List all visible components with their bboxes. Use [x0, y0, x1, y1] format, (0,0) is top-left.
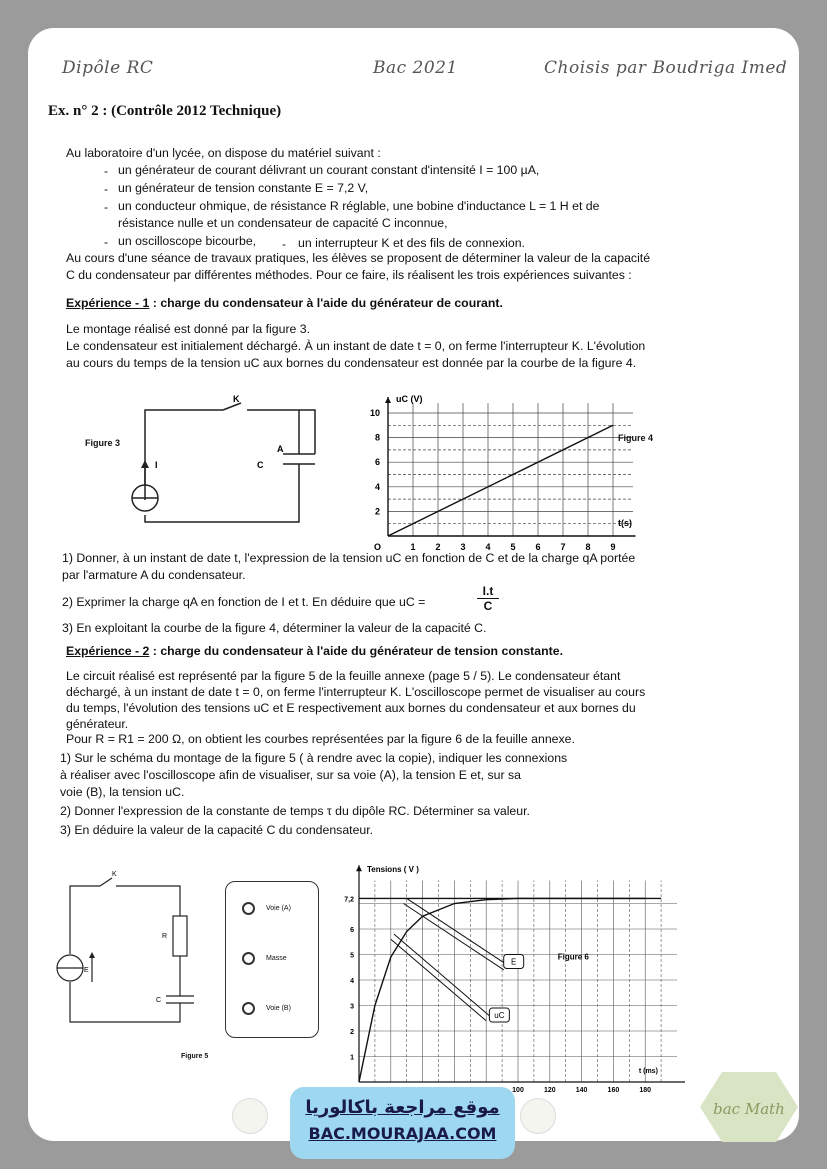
x-axis-label: t(s) [618, 518, 632, 529]
exp1-title [66, 295, 503, 311]
fig5-r-label: R [162, 933, 168, 940]
figure-4-label: Figure 4 [618, 433, 654, 443]
masse-socket-icon [242, 952, 255, 965]
voie-a-label: Voie (A) [266, 905, 291, 912]
exp1-question: 2) Exprimer la charge qA en fonction de I et t. En déduire que uC = [62, 595, 426, 609]
y-tick-label: 10 [369, 408, 380, 418]
exp2-question: à réaliser avec l'oscilloscope afin de visualiser, sur sa voie (A), la tension E et, sur sa [60, 768, 521, 782]
exp1-line: au cours du temps de la tension uC aux bornes du condensateur est donnée par la courbe de la figure 4. [66, 356, 637, 370]
exp2-question: 2) Donner l'expression de la constante de temps τ du dipôle RC. Déterminer sa valeur. [60, 804, 530, 818]
y-axis-arrow-icon [385, 397, 391, 403]
fig5-c-label: C [156, 997, 162, 1004]
x-tick-label: 160 [607, 1087, 620, 1094]
x-tick-label: 6 [535, 542, 541, 552]
exp1-line: Le montage réalisé est donné par la figure 3. [66, 322, 311, 336]
y-tick-label: 6 [350, 927, 354, 934]
bullet-dash: - [104, 235, 109, 249]
material-item: un interrupteur K et des fils de connexion. [298, 236, 525, 250]
exp2-title-underlined: Expérience - 2 [66, 644, 150, 658]
y-tick-label: 6 [374, 457, 380, 468]
fraction-numerator: I.t [477, 584, 499, 599]
intro2-line: C du condensateur par différentes méthodes. Pour ce faire, ils réalisent les trois expériences suivantes : [66, 268, 632, 282]
fraction [477, 584, 499, 613]
y-tick-label: 4 [374, 481, 380, 492]
fig3-i-label: I [155, 460, 158, 470]
figure-5-circuit [48, 866, 228, 1036]
exp1-title-rest: : charge du condensateur à l'aide du générateur de courant. [149, 296, 503, 310]
x-tick-label: 140 [575, 1087, 588, 1094]
y-axis-arrow-icon [356, 865, 362, 871]
figure-3-circuit [73, 390, 313, 530]
current-arrow-icon [141, 460, 149, 468]
document-page [28, 28, 799, 1141]
badge-text: bac Math [713, 1100, 785, 1118]
exp1-line: Le condensateur est initialement déchargé. À un instant de date t = 0, on ferme l'interrupteur K. L'évolution [66, 339, 646, 353]
fraction-denominator: C [483, 599, 493, 613]
exercise-title: Ex. n° 2 : (Contrôle 2012 Technique) [48, 103, 282, 119]
x-tick-label: 8 [585, 542, 591, 552]
bullet-dash: - [104, 200, 109, 214]
intro-text: Au laboratoire d'un lycée, on dispose du matériel suivant : [66, 146, 381, 160]
exp2-question: 3) En déduire la valeur de la capacité C du condensateur. [60, 823, 374, 837]
x-axis-label: t (ms) [638, 1068, 658, 1076]
exp2-question: 1) Sur le schéma du montage de la figure 5 ( à rendre avec la copie), indiquer les connexions [60, 751, 568, 765]
fig3-a-label: A [277, 444, 284, 454]
voie-b-socket-icon [242, 1002, 255, 1015]
y-tick-label: 2 [374, 506, 380, 517]
x-tick-label: 120 [543, 1087, 556, 1094]
bullet-dash: - [282, 237, 287, 251]
site-banner[interactable] [290, 1087, 515, 1159]
fig3-c-label: C [257, 460, 264, 470]
intro2-line: Au cours d'une séance de travaux pratiques, les élèves se proposent de déterminer la valeur de la capacité [66, 251, 651, 265]
fig5-e-label: E [84, 967, 89, 974]
voie-a-socket-icon [242, 902, 255, 915]
callout-label-e: E [511, 957, 517, 967]
exp2-line: Pour R = R1 = 200 Ω, on obtient les courbes représentées par la figure 6 de la feuille annexe. [66, 732, 575, 746]
x-tick-label: 7 [560, 542, 566, 552]
exp2-title [66, 643, 563, 659]
exp1-question: 3) En exploitant la courbe de la figure 4, déterminer la valeur de la capacité C. [62, 621, 487, 635]
site-logo-icon [232, 1098, 268, 1134]
exp2-line: du temps, l'évolution des tensions uC et E respectivement aux bornes du condensateur et aux bornes du [66, 701, 636, 715]
bullet-dash: - [104, 164, 109, 178]
exp2-line: générateur. [66, 717, 129, 731]
fig3-k-label: K [233, 394, 240, 404]
y-tick-label: 3 [350, 1003, 354, 1011]
banner-arabic: موقع مراجعة باكالوريا [305, 1097, 500, 1118]
exp2-question: voie (B), la tension uC. [60, 785, 185, 799]
x-tick-label: 3 [460, 542, 466, 552]
material-item: un générateur de courant délivrant un courant constant d'intensité I = 100 µA, [118, 163, 540, 177]
banner-site-link[interactable]: BAC.MOURAJAA.COM [308, 1124, 497, 1143]
x-tick-label: 1 [410, 542, 416, 552]
exp2-line: Le circuit réalisé est représenté par la figure 5 de la feuille annexe (page 5 / 5). Le condensateur étant [66, 669, 621, 683]
y-axis-label: Tensions ( V ) [367, 864, 419, 874]
voie-b-label: Voie (B) [266, 1005, 291, 1012]
x-tick-label: 180 [639, 1087, 652, 1094]
figure-6-label: Figure 6 [557, 952, 589, 962]
y-tick-label: 2 [350, 1029, 354, 1036]
callout-line-uc [394, 934, 489, 1016]
voltage-arrow-icon [89, 952, 95, 958]
data-line-uc [388, 425, 613, 536]
exp1-question: 1) Donner, à un instant de date t, l'expression de la tension uC en fonction de C et de la charge qA portée [62, 551, 636, 565]
x-tick-label: 4 [485, 542, 491, 552]
x-tick-label: 5 [510, 542, 516, 552]
exp2-line: déchargé, à un instant de date t = 0, on ferme l'interrupteur K. L'oscilloscope permet de visualiser au cours [66, 685, 646, 699]
y-tick-label: 7,2 [344, 896, 354, 904]
y-tick-label: 5 [350, 952, 354, 960]
origin-label: O [374, 542, 382, 552]
site-logo-icon [520, 1098, 556, 1134]
callout-label-uc: uC [494, 1011, 505, 1021]
header-subject: Dipôle RC [62, 58, 154, 78]
fig5-k-label: K [112, 871, 117, 878]
header-year: Bac 2021 [373, 58, 458, 78]
oscilloscope-panel [225, 881, 319, 1038]
bullet-dash: - [104, 182, 109, 196]
masse-label: Masse [266, 955, 287, 962]
x-tick-label: 2 [435, 542, 441, 552]
figure-6-chart [308, 854, 728, 1094]
figure-4-chart [328, 378, 632, 552]
figure-3-label: Figure 3 [85, 438, 121, 448]
material-item: un générateur de tension constante E = 7,2 V, [118, 181, 369, 195]
material-item: un conducteur ohmique, de résistance R réglable, une bobine d'inductance L = 1 H et de [118, 199, 600, 213]
exp1-title-underlined: Expérience - 1 [66, 296, 150, 310]
figure-5-label: Figure 5 [181, 1053, 209, 1060]
bac-math-badge [698, 1068, 800, 1146]
y-tick-label: 4 [350, 978, 354, 985]
callout-line-e [404, 904, 504, 970]
x-tick-label: 9 [610, 542, 616, 552]
material-item: un oscilloscope bicourbe, [118, 234, 257, 248]
exp2-title-rest: : charge du condensateur à l'aide du générateur de tension constante. [149, 644, 563, 658]
y-tick-label: 1 [350, 1054, 354, 1062]
material-item: résistance nulle et un condensateur de capacité C inconnue, [118, 216, 448, 230]
header-author: Choisis par Boudriga Imed [544, 58, 788, 78]
y-axis-label: uC (V) [396, 393, 423, 404]
y-tick-label: 8 [374, 432, 380, 443]
exp1-question: par l'armature A du condensateur. [62, 568, 246, 582]
x-tick-label: 100 [512, 1087, 524, 1094]
